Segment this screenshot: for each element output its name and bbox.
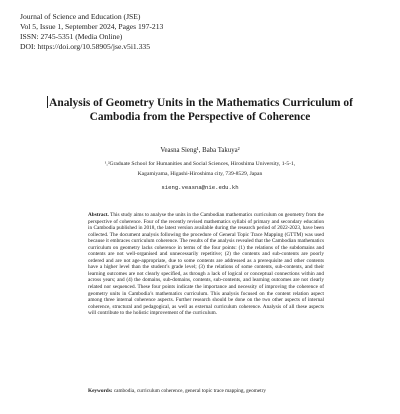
journal-issn: ISSN: 2745-5351 (Media Online)	[20, 32, 123, 41]
text-cursor	[47, 96, 48, 108]
journal-volume: Vol 5, Issue 1, September 2024, Pages 197-213	[20, 22, 164, 31]
paper-title-block	[40, 96, 360, 124]
abstract-text: This study aims to analyse the units in the Cambodian mathematics curriculum on geometry from the perspective of coherence. Four of the recently revised mathematics syllabi of primary and secondary education in Cambodia published in 2018, the latest version available during the research period of 2022-2023, have been collected. The document analysis following the procedure of General Topic Trace Mapping (GTTM) was used because it embraces curriculum coherence. The results of the analysis revealed that the Cambodian mathematics curriculum on geometry lacks coherence in terms of the four points: (1) the relations of the subdomains and contents are not well-organised and unnecessarily repetitive; (2) the contents and sub-contents are poorly ordered and are not age-appropriate, due to some contents are addressed as a prerequisite and other contents have a higher level than the student’s grade level; (3) the relations of some contents, sub-contents, and their learning outcomes are not clearly specified, as through a lack of logical or conceptual connections within and across years; and (4) the domains, sub-domains, contents, sub-contents, and learning outcomes are not clearly related nor sequenced. These four points indicate the importance and necessity of improving the coherence of geometry units in Cambodia’s mathematics curriculum. This analysis focused on the content relation aspect among three internal coherence aspects. Further research should be done on the two other aspects of internal coherence, structural and pedagogical, as well as external curriculum coherence. Analysis of all these aspects will contribute to the holistic improvement of the curriculum.	[88, 212, 324, 317]
abstract-section	[88, 212, 324, 317]
paper-authors: Veasna Sieng¹, Baba Takuya²	[160, 147, 240, 154]
affiliation-line-1: ¹,²Graduate School for Humanities and Social Sciences, Hiroshima University, 1-5-1,	[104, 161, 296, 167]
paper-title: Analysis of Geometry Units in the Mathematics Curriculum of Cambodia from the Perspective of Coherence	[49, 97, 353, 123]
abstract-label: Abstract.	[88, 212, 109, 218]
journal-name: Journal of Science and Education (JSE)	[20, 12, 141, 21]
journal-doi[interactable]: DOI: https://doi.org/10.58905/jse.v5i1.335	[20, 42, 151, 51]
keywords-section	[88, 388, 324, 395]
journal-header	[20, 12, 163, 52]
keywords-label: Keywords:	[88, 388, 113, 394]
affiliation-line-2: Kagamiyama, Higashi-Hiroshima city, 739-8529, Japan	[137, 170, 263, 177]
keywords-text: cambodia, curriculum coherence, general topic trace mapping, geometry	[113, 388, 266, 394]
author-affiliation	[60, 160, 340, 179]
author-email[interactable]: sieng.veasna@nie.edu.kh	[161, 184, 239, 191]
